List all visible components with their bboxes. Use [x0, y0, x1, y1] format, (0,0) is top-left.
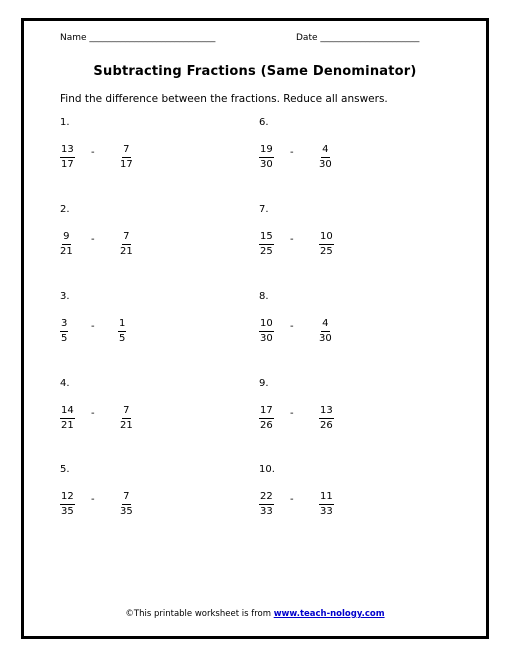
denominator: 25: [260, 246, 273, 257]
problem-3: [60, 291, 240, 361]
problem-8: [259, 291, 439, 361]
problem-7: [259, 204, 439, 274]
minus-sign: -: [290, 494, 294, 505]
denominator: 17: [120, 159, 133, 170]
numerator: 4: [321, 318, 329, 332]
worksheet-page: [21, 18, 489, 639]
numerator: 3: [60, 318, 68, 332]
website-link[interactable]: www.teach-nology.com: [273, 609, 385, 619]
denominator: 35: [61, 506, 74, 517]
minus-sign: -: [91, 234, 95, 245]
denominator: 25: [320, 246, 333, 257]
problem-1: [60, 117, 240, 187]
minus-sign: -: [91, 321, 95, 332]
fraction-minuend: [259, 144, 274, 171]
denominator: 21: [61, 420, 74, 431]
denominator: 5: [119, 333, 126, 344]
fraction-subtrahend: [120, 231, 133, 258]
fraction-minuend: [259, 405, 274, 432]
denominator: 5: [61, 333, 68, 344]
numerator: 10: [319, 231, 334, 245]
numerator: 1: [118, 318, 126, 332]
footer: [24, 609, 486, 619]
minus-sign: -: [290, 408, 294, 419]
problem-number: 4.: [60, 378, 70, 389]
problem-number: 3.: [60, 291, 70, 302]
denominator: 21: [120, 420, 133, 431]
numerator: 13: [60, 144, 75, 158]
denominator: 21: [60, 246, 73, 257]
numerator: 7: [122, 144, 130, 158]
problem-9: [259, 378, 439, 448]
problem-number: 1.: [60, 117, 70, 128]
worksheet-title: Subtracting Fractions (Same Denominator): [93, 64, 417, 79]
numerator: 17: [259, 405, 274, 419]
fraction-minuend: [259, 491, 274, 518]
problem-number: 8.: [259, 291, 269, 302]
problem-2: [60, 204, 240, 274]
numerator: 7: [122, 231, 130, 245]
minus-sign: -: [290, 147, 294, 158]
fraction-minuend: [259, 318, 274, 345]
denominator: 30: [319, 159, 332, 170]
fraction-subtrahend: [319, 405, 334, 432]
fraction-minuend: [259, 231, 274, 258]
fraction-subtrahend: [120, 144, 133, 171]
fraction-minuend: [60, 144, 75, 171]
date-line: Date ______________________: [296, 33, 420, 43]
problem-number: 10.: [259, 464, 275, 475]
denominator: 26: [320, 420, 333, 431]
problem-5: [60, 464, 240, 534]
fraction-subtrahend: [319, 144, 332, 171]
numerator: 14: [60, 405, 75, 419]
denominator: 33: [260, 506, 273, 517]
numerator: 12: [60, 491, 75, 505]
fraction-subtrahend: [120, 491, 133, 518]
fraction-minuend: [60, 318, 68, 345]
numerator: 22: [259, 491, 274, 505]
numerator: 9: [62, 231, 70, 245]
denominator: 17: [61, 159, 74, 170]
problem-number: 9.: [259, 378, 269, 389]
minus-sign: -: [290, 321, 294, 332]
problem-number: 2.: [60, 204, 70, 215]
fraction-minuend: [60, 491, 75, 518]
denominator: 30: [260, 333, 273, 344]
problem-4: [60, 378, 240, 448]
fraction-minuend: [60, 405, 75, 432]
minus-sign: -: [290, 234, 294, 245]
denominator: 35: [120, 506, 133, 517]
problem-number: 7.: [259, 204, 269, 215]
denominator: 30: [319, 333, 332, 344]
problem-6: [259, 117, 439, 187]
problem-number: 5.: [60, 464, 70, 475]
denominator: 21: [120, 246, 133, 257]
numerator: 15: [259, 231, 274, 245]
problem-10: [259, 464, 439, 534]
numerator: 7: [122, 405, 130, 419]
fraction-minuend: [60, 231, 73, 258]
denominator: 33: [320, 506, 333, 517]
fraction-subtrahend: [319, 318, 332, 345]
numerator: 19: [259, 144, 274, 158]
name-line: Name ____________________________: [60, 33, 216, 43]
fraction-subtrahend: [120, 405, 133, 432]
minus-sign: -: [91, 408, 95, 419]
numerator: 10: [259, 318, 274, 332]
numerator: 13: [319, 405, 334, 419]
fraction-subtrahend: [118, 318, 126, 345]
fraction-subtrahend: [319, 491, 334, 518]
numerator: 11: [319, 491, 334, 505]
denominator: 30: [260, 159, 273, 170]
instructions: Find the difference between the fractions. Reduce all answers.: [60, 93, 388, 105]
minus-sign: -: [91, 494, 95, 505]
numerator: 4: [321, 144, 329, 158]
footer-text: ©This printable worksheet is from: [125, 609, 274, 619]
minus-sign: -: [91, 147, 95, 158]
denominator: 26: [260, 420, 273, 431]
numerator: 7: [122, 491, 130, 505]
fraction-subtrahend: [319, 231, 334, 258]
problem-number: 6.: [259, 117, 269, 128]
